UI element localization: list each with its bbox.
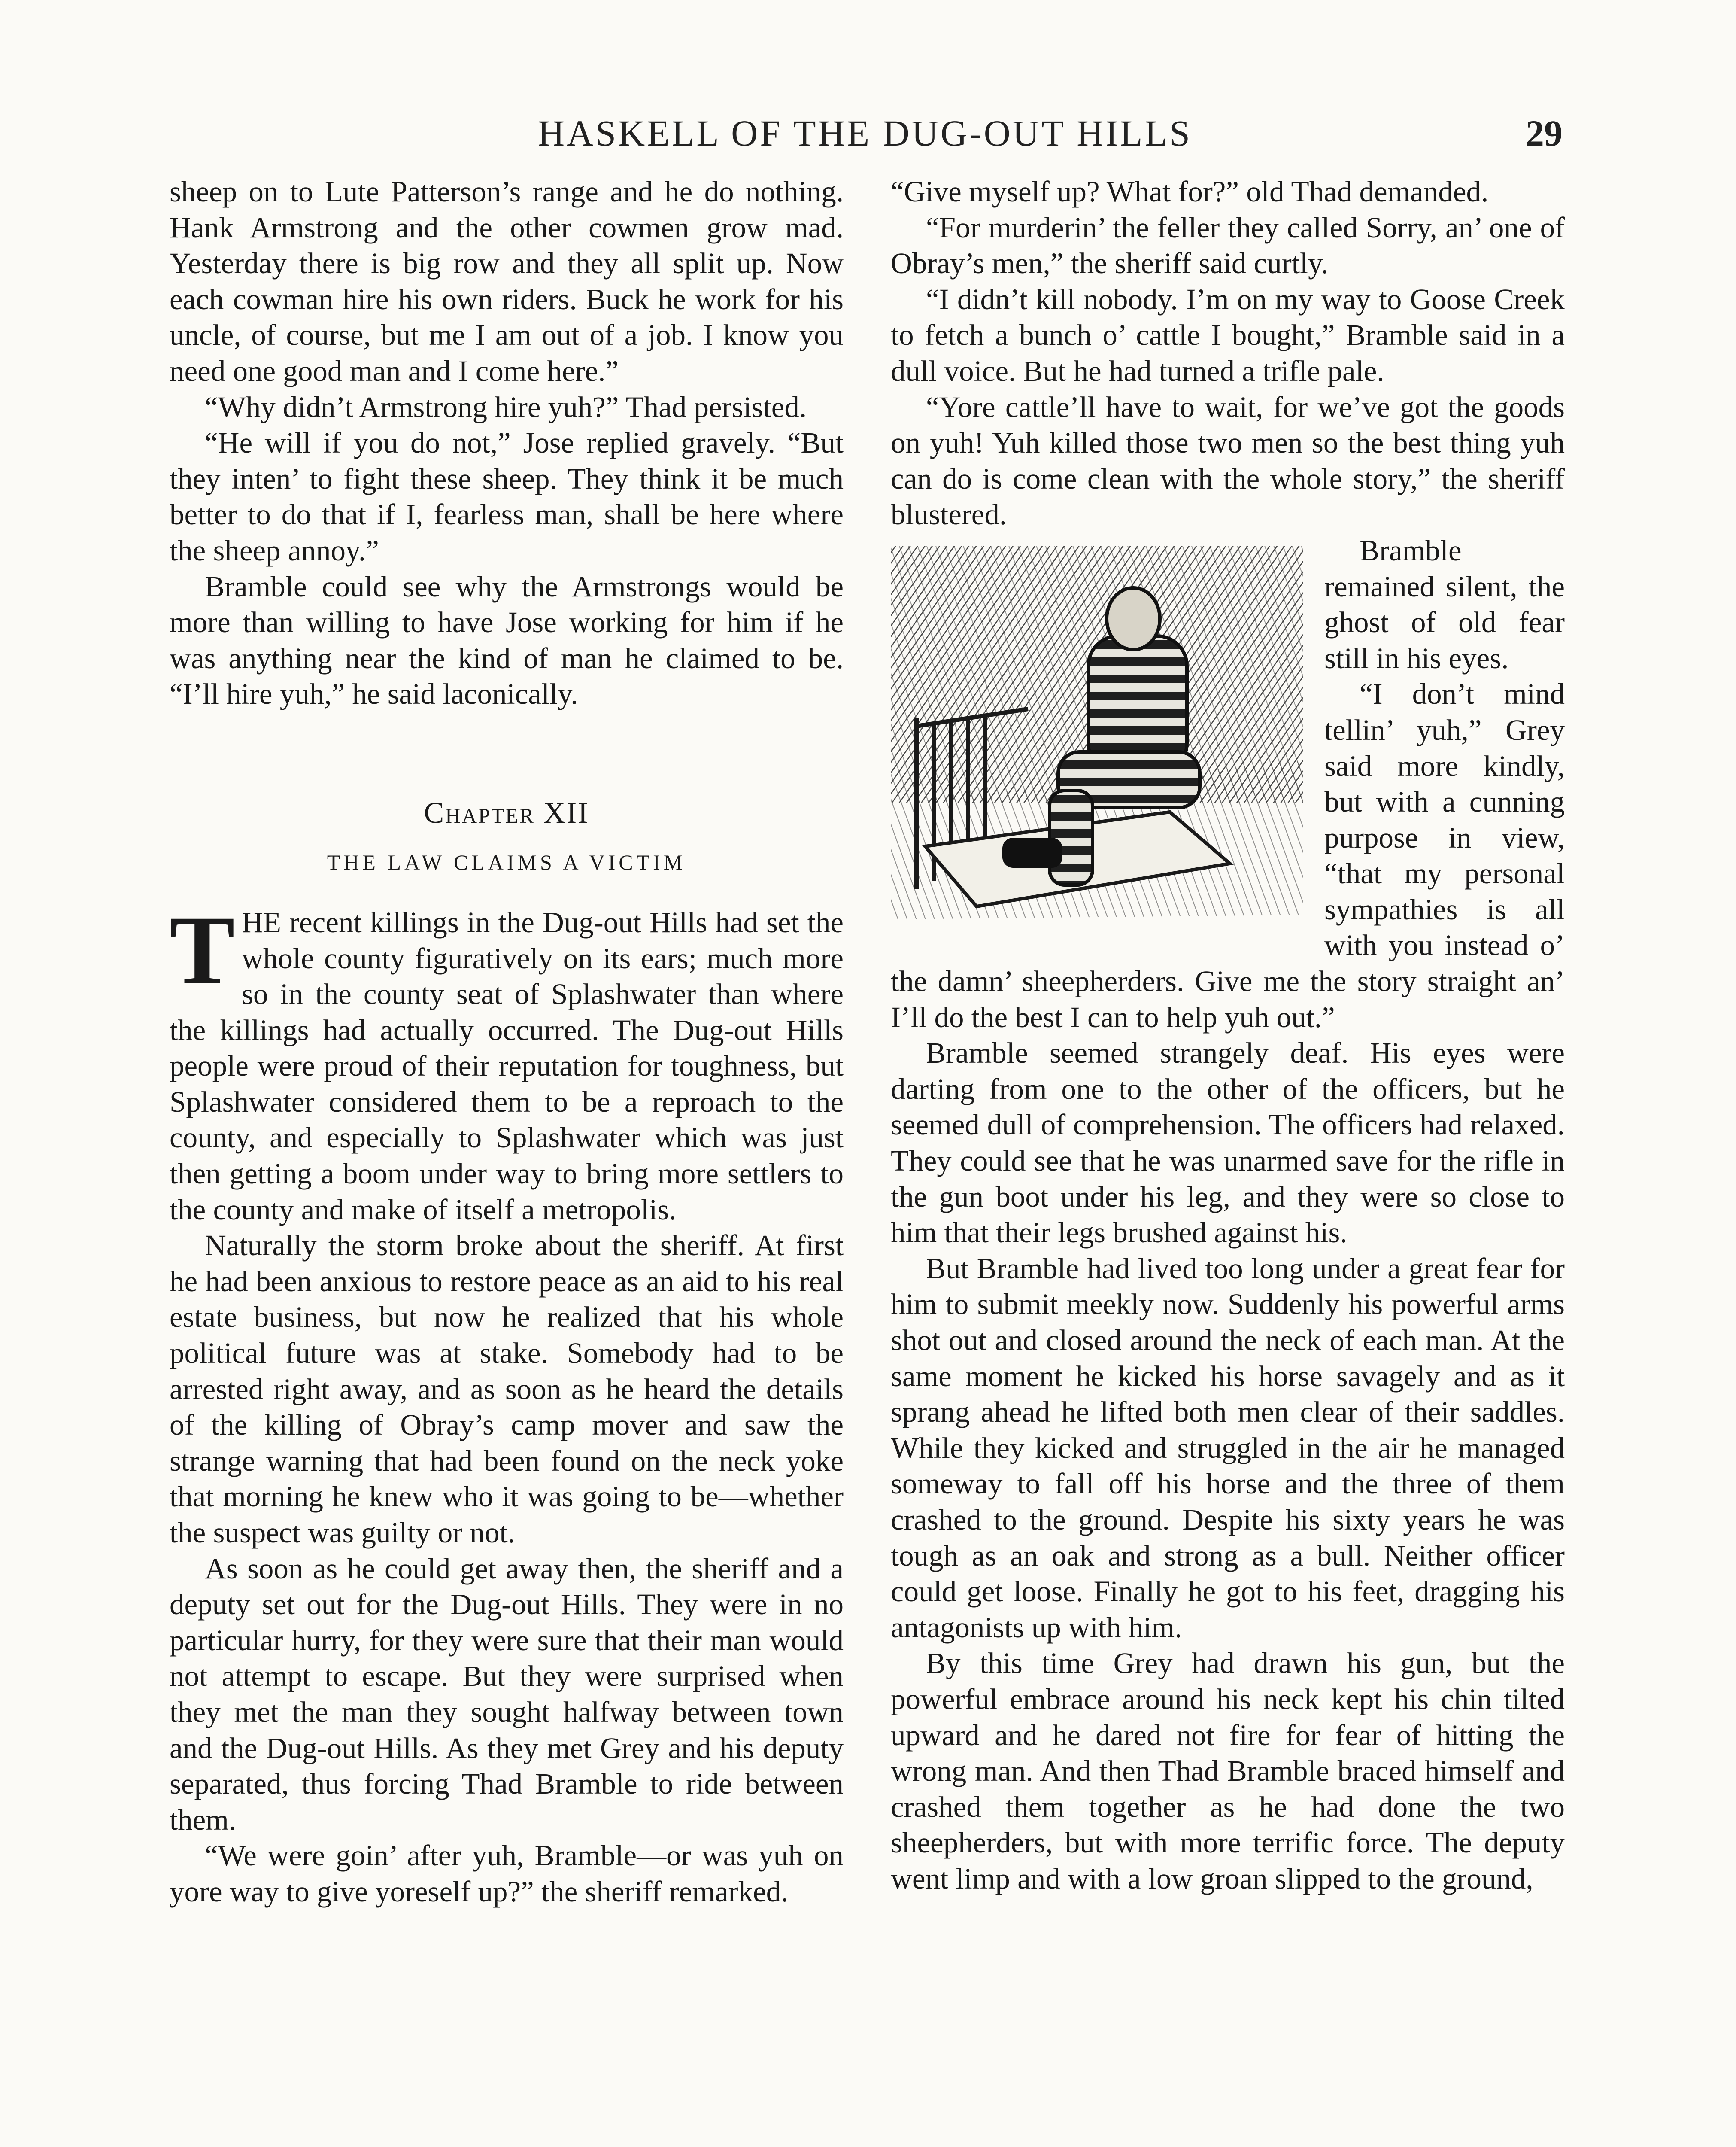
chapter-subtitle: THE LAW CLAIMS A VICTIM bbox=[327, 850, 686, 874]
drop-cap: T bbox=[170, 896, 235, 1004]
running-title: HASKELL OF THE DUG-OUT HILLS bbox=[538, 113, 1192, 154]
page-number: 29 bbox=[1526, 113, 1563, 154]
chapter-opening-paragraph bbox=[170, 896, 844, 1228]
right-column bbox=[891, 174, 1565, 1897]
page-header bbox=[167, 107, 1563, 159]
paragraph: As soon as he could get away then, the sheriff and a deputy set out for the Dug-out Hills. They were in no particular hurry, for they were sure that their man would not attempt to escape. But they were surprised when they met the man they sought halfway between town and the Dug-out Hills. As they met Grey and his deputy separated, thus forcing Thad Bramble to ride between them. bbox=[170, 1552, 844, 1836]
paragraph: “I don’t mind tellin’ yuh,” Grey said more kindly, but with a cunning purpose in view, “that my personal sympathies is all with you instead o’ the damn’ sheepherders. Give me the story straight an’ I’ll do the best I can to help yuh out.” bbox=[891, 678, 1565, 1034]
paragraph: “Why didn’t Armstrong hire yuh?” Thad persisted. bbox=[205, 390, 807, 423]
paragraph: But Bramble had lived too long under a great fear for him to submit meekly now. Suddenly his powerful arms shot out and closed around the neck of each man. At the same moment he kicked his horse savagely and as it sprang ahead he lifted both men clear of their saddles. While they kicked and struggled in the air he managed someway to fall off his horse and the three of them crashed to the ground. Despite his sixty years he was tough as an oak and strong as a bull. Neither officer could get loose. Finally he got to his feet, dragging his antagonists up with him. bbox=[891, 1252, 1565, 1644]
paragraph: Bramble seemed strangely deaf. His eyes were darting from one to the other of the officers, but he seemed dull of comprehension. The officers had relaxed. They could see that he was unarmed save for the rifle in the gun boot under his leg, and they were so close to him that their legs brushed against his. bbox=[891, 1037, 1565, 1249]
paragraph: Bramble could see why the Armstrongs would be more than willing to have Jose working for him if he was anything near the kind of man he claimed to be. “I’ll hire yuh,” he said laconically. bbox=[170, 570, 844, 711]
paragraph: “Yore cattle’ll have to wait, for we’ve got the goods on yuh! Yuh killed those two men so the best thing yuh can do is come clean with the whole story,” the sheriff blustered. bbox=[891, 390, 1565, 531]
chapter-title: Chapter XII bbox=[424, 796, 589, 830]
paragraph: Naturally the storm broke about the sheriff. At first he had been anxious to restore peace as an aid to his real estate business, but now he realized that his whole political future was at stake. Somebody had to be arrested right away, and as soon as he heard the details of the killing of Obray’s camp mover and saw the strange warning that had been found on the neck yoke that morning he knew who it was going to be—whether the suspect was guilty or not. bbox=[170, 1229, 844, 1549]
paragraph-text: HE recent killings in the Dug-out Hills had set the whole county figuratively on its ears; much more so in the county seat of Splashwater than where the killings had actually occurred. The Dug-out Hills people were proud of their reputation for toughness, but Splashwater considered them to be a reproach to the county, and especially to Splashwater which was just then getting a boom under way to bring more settlers to the county and make of itself a metropolis. bbox=[170, 906, 844, 1226]
paragraph: “He will if you do not,” Jose replied gravely. “But they inten’ to fight these sheep. They think it be much better to do that if I, fearless man, shall be here where the sheep annoy.” bbox=[170, 426, 844, 567]
prison-cell-illustration-drawing bbox=[886, 537, 1307, 924]
prison-cell-illustration bbox=[886, 537, 1307, 924]
paragraph: “Give myself up? What for?” old Thad demanded. bbox=[891, 175, 1489, 208]
paragraph: Bramble remained silent, the ghost of old fear still in his eyes. bbox=[1324, 534, 1565, 675]
paragraph: “For murderin’ the feller they called Sorry, an’ one of Obray’s men,” the sheriff said curtly. bbox=[891, 211, 1565, 280]
left-column bbox=[170, 174, 844, 1910]
paragraph: sheep on to Lute Patterson’s range and he do nothing. Hank Armstrong and the other cowmen grow mad. Yesterday there is big row and they all split up. Now each cowman hire his own riders. Buck he work for his uncle, of course, but me I am out of a job. I know you need one good man and I come here.” bbox=[170, 175, 844, 387]
paragraph: “I didn’t kill nobody. I’m on my way to Goose Creek to fetch a bunch o’ cattle I bought,” Bramble said in a dull voice. But he had turned a trifle pale. bbox=[891, 283, 1565, 387]
paragraph: “We were goin’ after yuh, Bramble—or was yuh on yore way to give yoreself up?” the sheriff remarked. bbox=[170, 1839, 844, 1908]
paragraph: By this time Grey had drawn his gun, but the powerful embrace around his neck kept his chin tilted upward and he dared not fire for fear of hitting the wrong man. And then Thad Bramble braced himself and crashed them together as he had done the two sheepherders, but with more terrific force. The deputy went limp and with a low groan slipped to the ground, bbox=[891, 1647, 1565, 1895]
